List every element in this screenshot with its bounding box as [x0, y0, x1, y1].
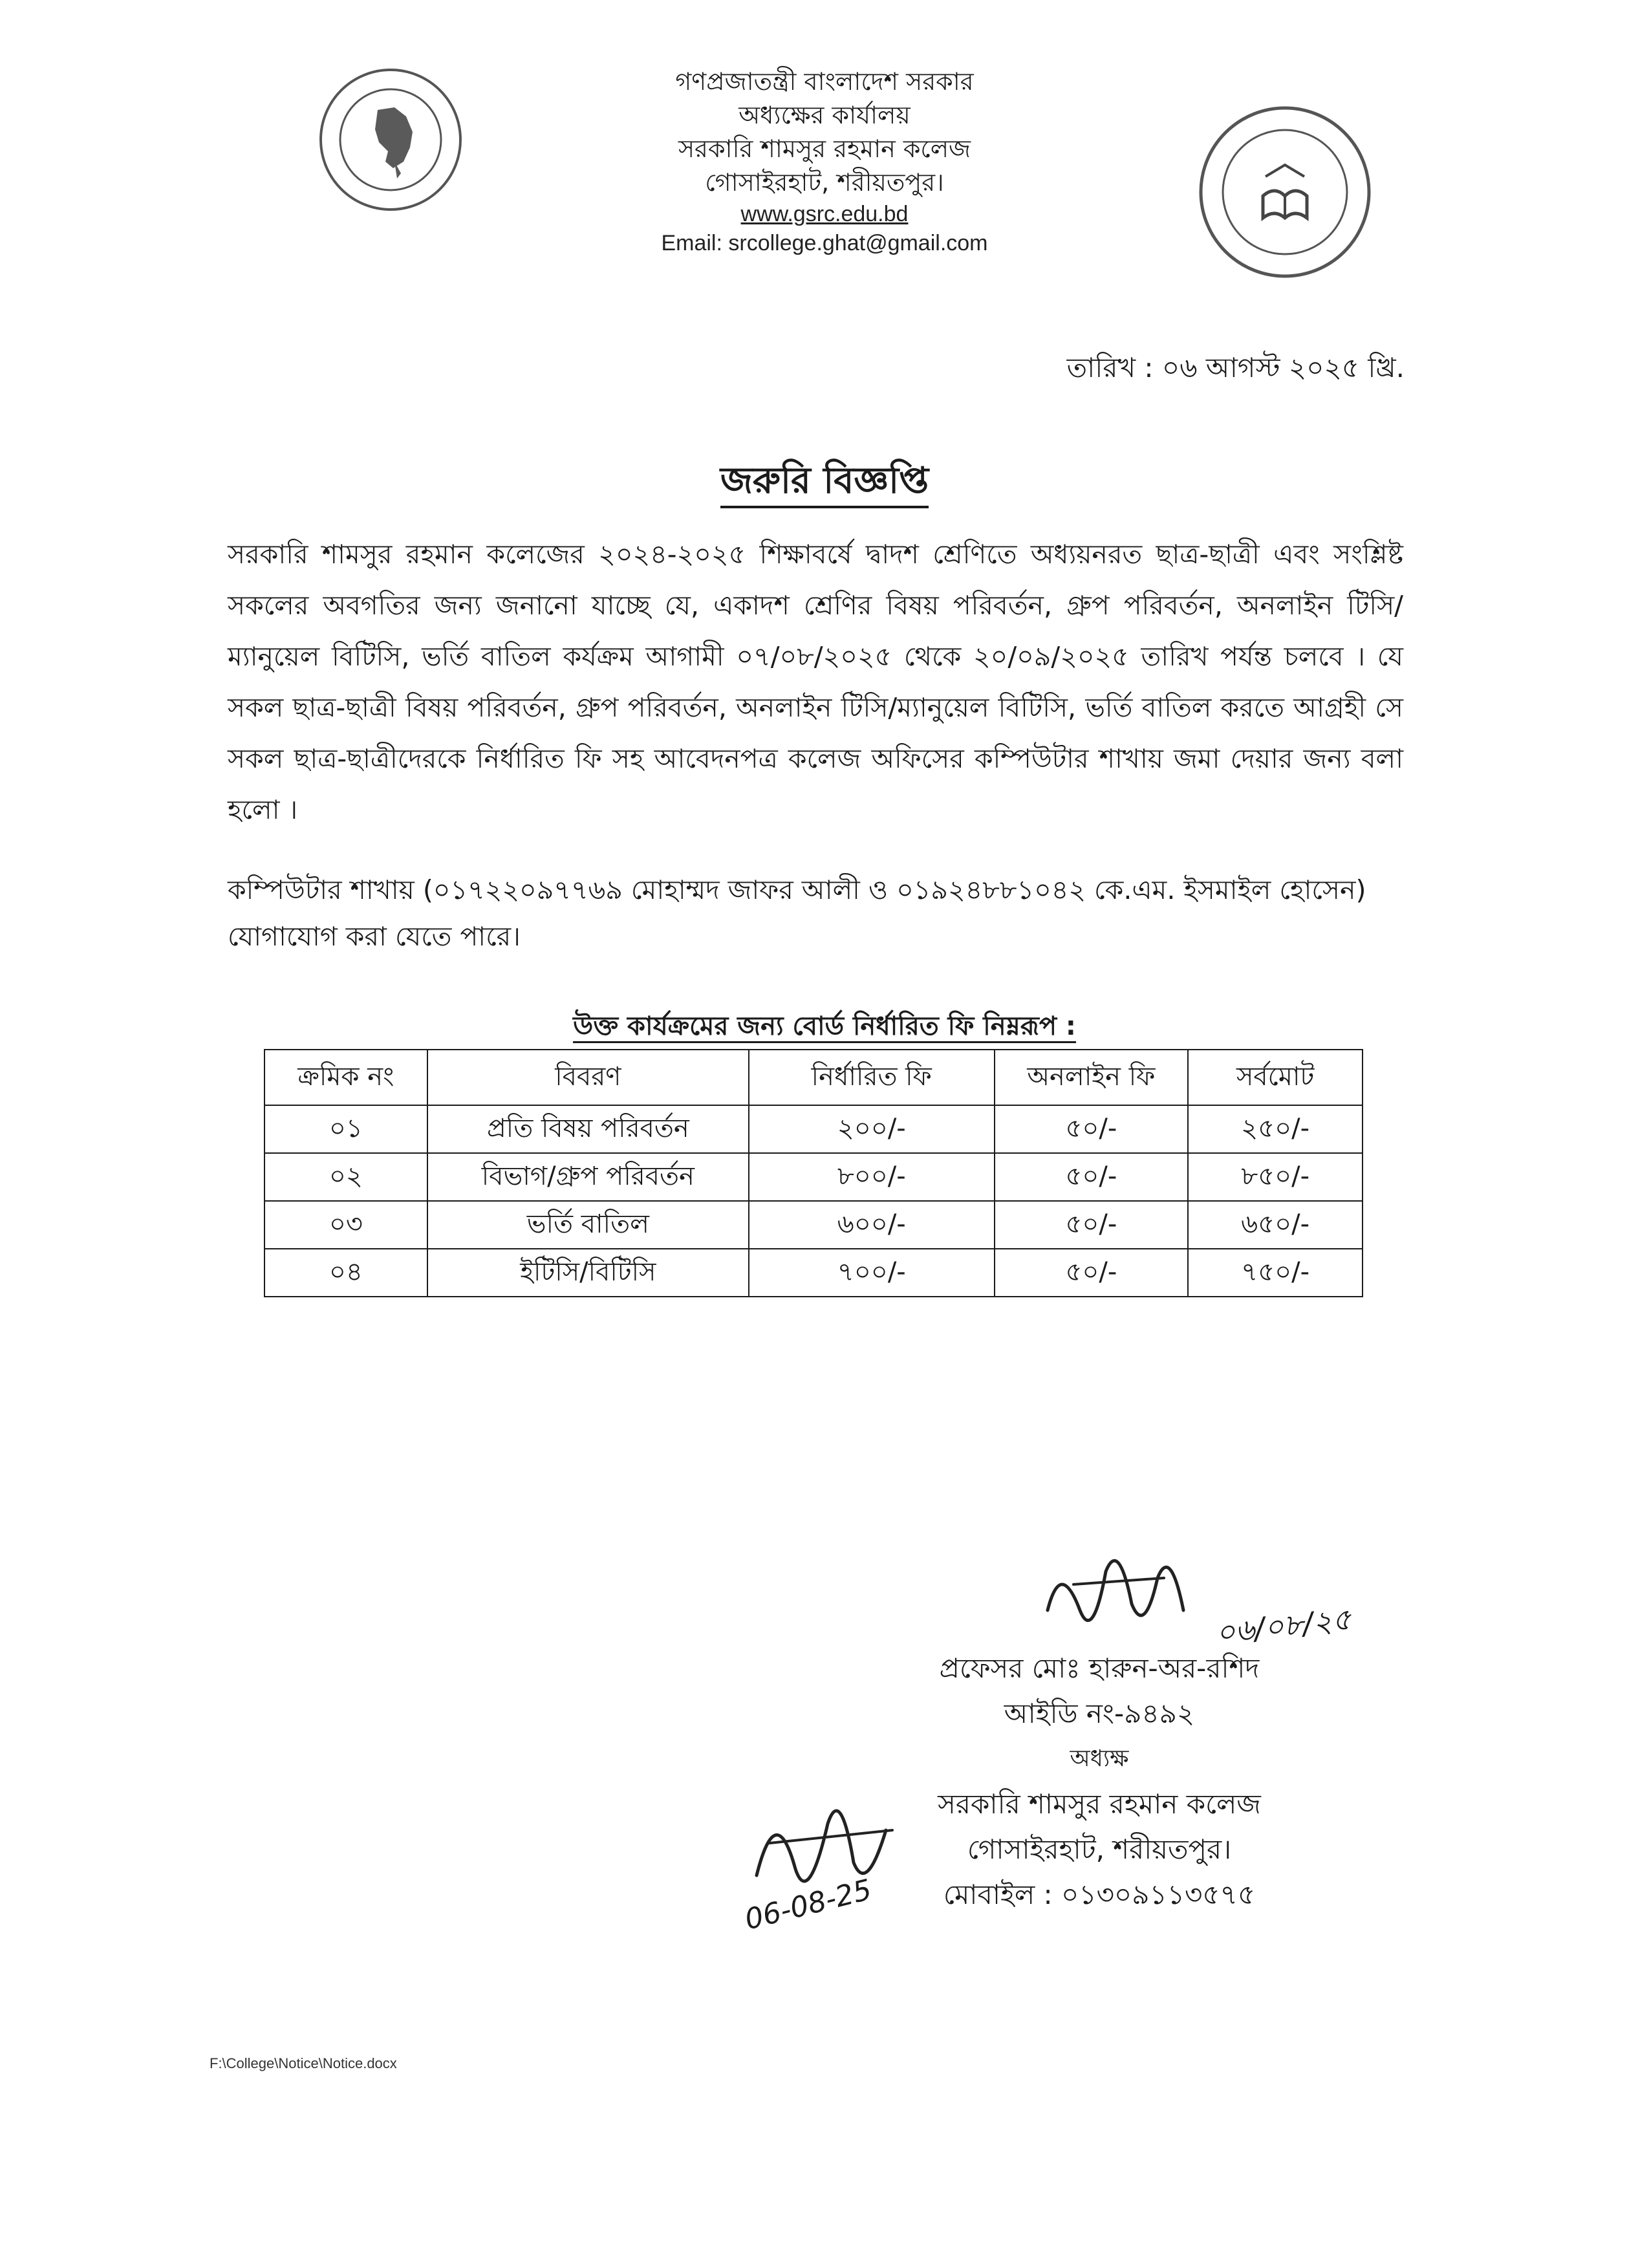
cell-description: প্রতি বিষয় পরিবর্তন [427, 1105, 749, 1153]
table-row [264, 1105, 1363, 1153]
cell-online-fee: ৫০/- [995, 1201, 1189, 1249]
principal-signature-date: ০৬/০৮/২৫ [1214, 1601, 1353, 1650]
cell-fixed-fee: ৮০০/- [749, 1153, 995, 1201]
signatory-location: গোসাইরহাট, শরীয়তপুর। [967, 1833, 1232, 1865]
college-name: সরকারি শামসুর রহমান কলেজ [678, 135, 971, 163]
cell-serial: ০৪ [264, 1249, 427, 1297]
cell-online-fee: ৫০/- [995, 1153, 1189, 1201]
notice-body: সরকারি শামসুর রহমান কলেজের ২০২৪-২০২৫ শিক্ষাবর্ষে দ্বাদশ শ্রেণিতে অধ্যয়নরত ছাত্র-ছাত্রী এবং সংশ্লিষ্ট সকলের অবগতির জন্য জনানো যাচ্ছে যে, একাদশ শ্রেণির বিষয় পরিবর্তন, গ্রুপ পরিবর্তন, অনলাইন টিসি/ম্যানুয়েল বিটিসি, ভর্তি বাতিল কর্যক্রম আগামী ০৭/০৮/২০২৫ থেকে ২০/০৯/২০২৫ তারিখ পর্যন্ত চলবে । যে সকল ছাত্র-ছাত্রী বিষয় পরিবর্তন, গ্রুপ পরিবর্তন, অনলাইন টিসি/ম্যানুয়েল বিটিসি, ভর্তি বাতিল করতে আগ্রহী সে সকল ছাত্র-ছাত্রীদেরকে নির্ধারিত ফি সহ আবেদনপত্র কলেজ অফিসের কম্পিউটার শাখায় জমা দেয়ার জন্য বলা হলো । [228, 539, 1403, 825]
signatory-id: আইডি নং-৯৪৯২ [1004, 1698, 1195, 1729]
header-fixed-fee: নির্ধারিত ফি [749, 1050, 995, 1105]
cell-online-fee: ৫০/- [995, 1249, 1189, 1297]
website-link[interactable]: www.gsrc.edu.bd [740, 202, 909, 226]
college-location: গোসাইরহাট, শরীয়তপুর। [705, 168, 944, 197]
cell-description: ভর্তি বাতিল [427, 1201, 749, 1249]
cell-fixed-fee: ৭০০/- [749, 1249, 995, 1297]
notice-title-text: জরুরি বিজ্ঞপ্তি [720, 460, 929, 508]
table-row [264, 1153, 1363, 1201]
signatory-mobile: মোবাইল : ০১৩০৯১১৩৫৭৫ [943, 1879, 1256, 1910]
cell-total: ৮৫০/- [1188, 1153, 1363, 1201]
fee-table-caption-text: উক্ত কার্যক্রমের জন্য বোর্ড নির্ধারিত ফি নিম্নরূপ : [573, 1011, 1076, 1043]
cell-serial: ০২ [264, 1153, 427, 1201]
fee-table-caption [0, 1006, 1649, 1049]
cell-fixed-fee: ৬০০/- [749, 1201, 995, 1249]
cell-total: ২৫০/- [1188, 1105, 1363, 1153]
header-online-fee: অনলাইন ফি [995, 1050, 1189, 1105]
cell-serial: ০১ [264, 1105, 427, 1153]
header-total: সর্বমোট [1188, 1050, 1363, 1105]
second-signature-date: 06-08-25 [741, 1873, 875, 1937]
notice-date: তারিখ : ০৬ আগস্ট ২০২৫ খ্রি. [1066, 352, 1405, 383]
government-name: গণপ্রজাতন্ত্রী বাংলাদেশ সরকার [675, 67, 974, 96]
office-header [0, 65, 1649, 256]
table-row [264, 1249, 1363, 1297]
cell-description: ইটিসি/বিটিসি [427, 1249, 749, 1297]
signature-block [899, 1646, 1300, 1917]
signatory-name: প্রফেসর মোঃ হারুন-অর-রশিদ [939, 1652, 1260, 1684]
header-description: বিবরণ [427, 1050, 749, 1105]
cell-fixed-fee: ২০০/- [749, 1105, 995, 1153]
header-serial: ক্রমিক নং [264, 1050, 427, 1105]
signatory-college: সরকারি শামসুর রহমান কলেজ [938, 1788, 1261, 1820]
office-name: অধ্যক্ষের কার্যালয় [738, 101, 911, 129]
cell-total: ৬৫০/- [1188, 1201, 1363, 1249]
cell-online-fee: ৫০/- [995, 1105, 1189, 1153]
email-address: Email: srcollege.ghat@gmail.com [661, 231, 988, 255]
table-row [264, 1201, 1363, 1249]
fee-table-header [264, 1050, 1363, 1105]
cell-description: বিভাগ/গ্রুপ পরিবর্তন [427, 1153, 749, 1201]
contact-info: কম্পিউটার শাখায় (০১৭২২০৯৭৭৬৯ মোহাম্মদ জাফর আলী ও ০১৯২৪৮৮১০৪২ কে.এম. ইসমাইল হোসেন) যোগাযোগ করা যেতে পারে। [228, 874, 1366, 952]
footer-file-path: F:\College\Notice\Notice.docx [210, 2055, 397, 2071]
signatory-designation: অধ্যক্ষ [1070, 1745, 1129, 1772]
fee-table [264, 1049, 1363, 1297]
notice-title [0, 453, 1649, 513]
cell-total: ৭৫০/- [1188, 1249, 1363, 1297]
cell-serial: ০৩ [264, 1201, 427, 1249]
